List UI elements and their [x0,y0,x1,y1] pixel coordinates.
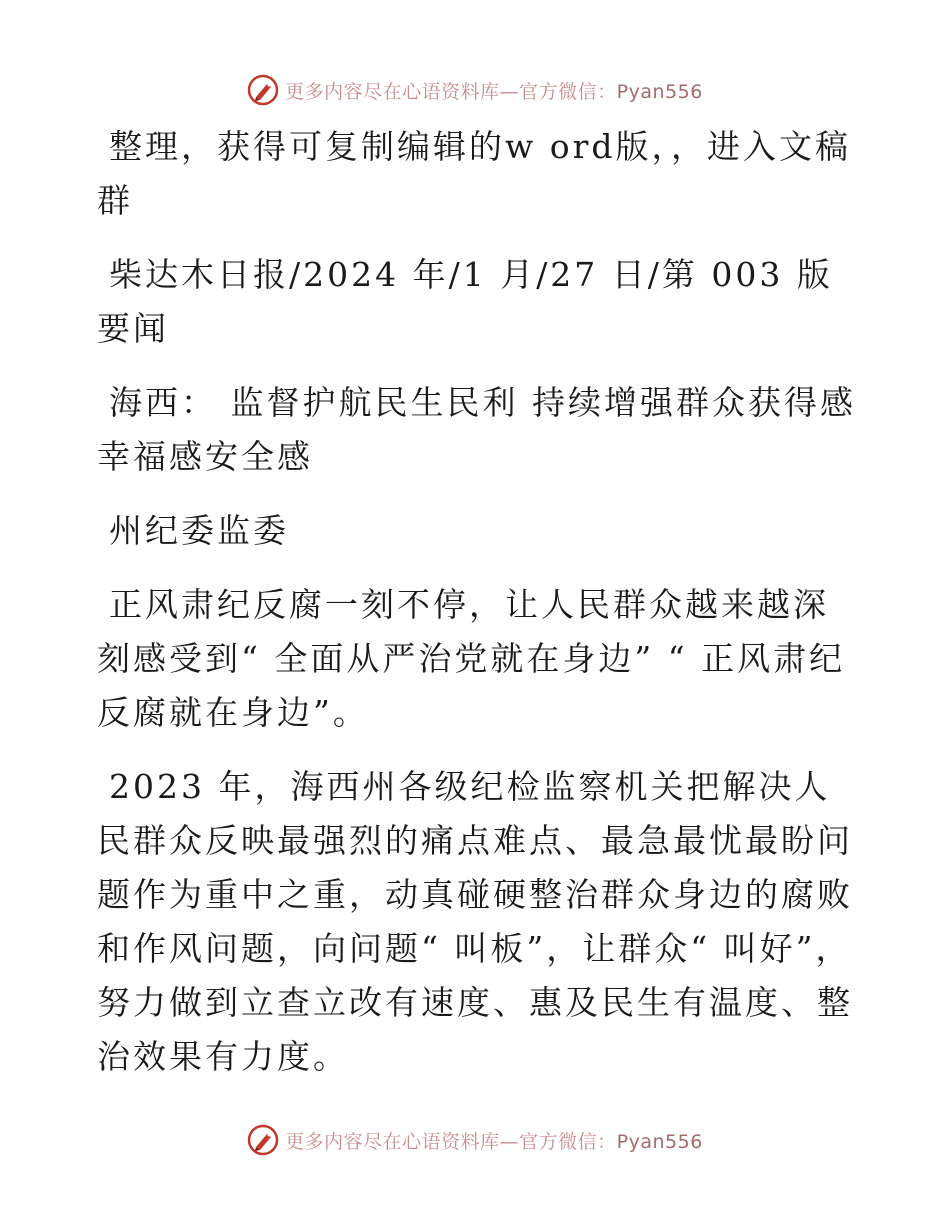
pen-logo-icon [247,74,279,106]
watermark-text: 更多内容尽在心语资料库—官方微信：Pyan556 [285,80,703,103]
body-paragraph: 正风肃纪反腐一刻不停，让人民群众越来越深刻感受到“ 全面从严治党就在身边” “ 正风肃纪反腐就在身边”。 [97,585,846,732]
watermark-footer [0,1120,950,1160]
source-line: 柴达木日报/2024 年/1 月/27 日/第 003 版要闻 [97,255,833,348]
body-paragraph: 2023 年，海西州各级纪检监察机关把解决人民群众反映最强烈的痛点难点、最急最忧最盼问题作为重中之重，动真碰硬整治群众身边的腐败和作风问题，向问题“ 叫板”，让群众“ 叫好”，努力做到立查立改有速度、惠及民生有温度、整治效果有力度。 [97,767,853,1076]
intro-line: 整理，获得可复制编辑的w ord版，，进入文稿群 [97,127,852,220]
document-body [97,120,857,1104]
article-title: 海西： 监督护航民生民利 持续增强群众获得感幸福感安全感 [97,383,856,476]
author-line: 州纪委监委 [109,511,289,550]
pen-logo-icon [247,1124,279,1156]
watermark-header [0,70,950,110]
watermark-text: 更多内容尽在心语资料库—官方微信：Pyan556 [285,1130,703,1153]
